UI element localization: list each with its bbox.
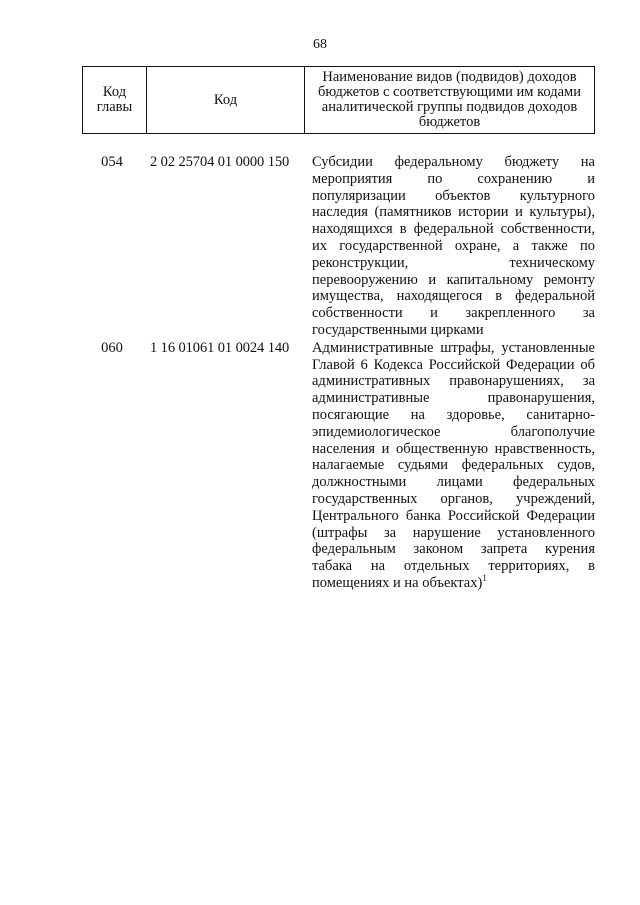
page-number: 68	[313, 37, 327, 52]
footnote-marker: 1	[482, 573, 487, 584]
row-code: 2 02 25704 01 0000 150	[150, 154, 290, 170]
row-chapter-code: 060	[101, 339, 123, 356]
header-name: Наименование видов (подвидов) доходов бюджетов с соответствующими им кодами аналитической группы подвидов доходов бюджетов	[305, 67, 595, 134]
header-code: Код	[147, 67, 305, 134]
row-code: 1 16 01061 01 0024 140	[150, 339, 290, 356]
row-chapter-code: 054	[101, 154, 123, 170]
row-description	[312, 154, 595, 339]
table-row	[82, 154, 595, 339]
table-header	[82, 66, 595, 134]
row-description	[312, 340, 595, 592]
row-description-text: Субсидии федеральному бюджету на мероприятия по сохранению и популяризации объектов культурного наследия (памятников истории и культуры), находящихся в федеральной собственности, их государственной охране, а также по реконструкции, техническому перевооружению и капитальному ремонту имущества, находящегося в федеральной собственности и закрепленного за государственными цирками	[312, 154, 595, 338]
table-body	[82, 154, 595, 592]
row-description-text: Административные штрафы, установленные Главой 6 Кодекса Российской Федерации об административных правонарушениях, за административные правонарушения, посягающие на здоровье, санитарно-эпидемиологическое благополучие населения и общественную нравственность, налагаемые судьями федеральных судов, должностными лицами федеральных государственных органов, учреждений, Центрального банка Российской Федерации (штрафы за нарушение установленного федеральным законом запрета курения табака на отдельных территориях, в помещениях и на объектах)	[312, 339, 595, 591]
header-chapter-code: Код главы	[83, 67, 147, 134]
table-row	[82, 340, 595, 592]
